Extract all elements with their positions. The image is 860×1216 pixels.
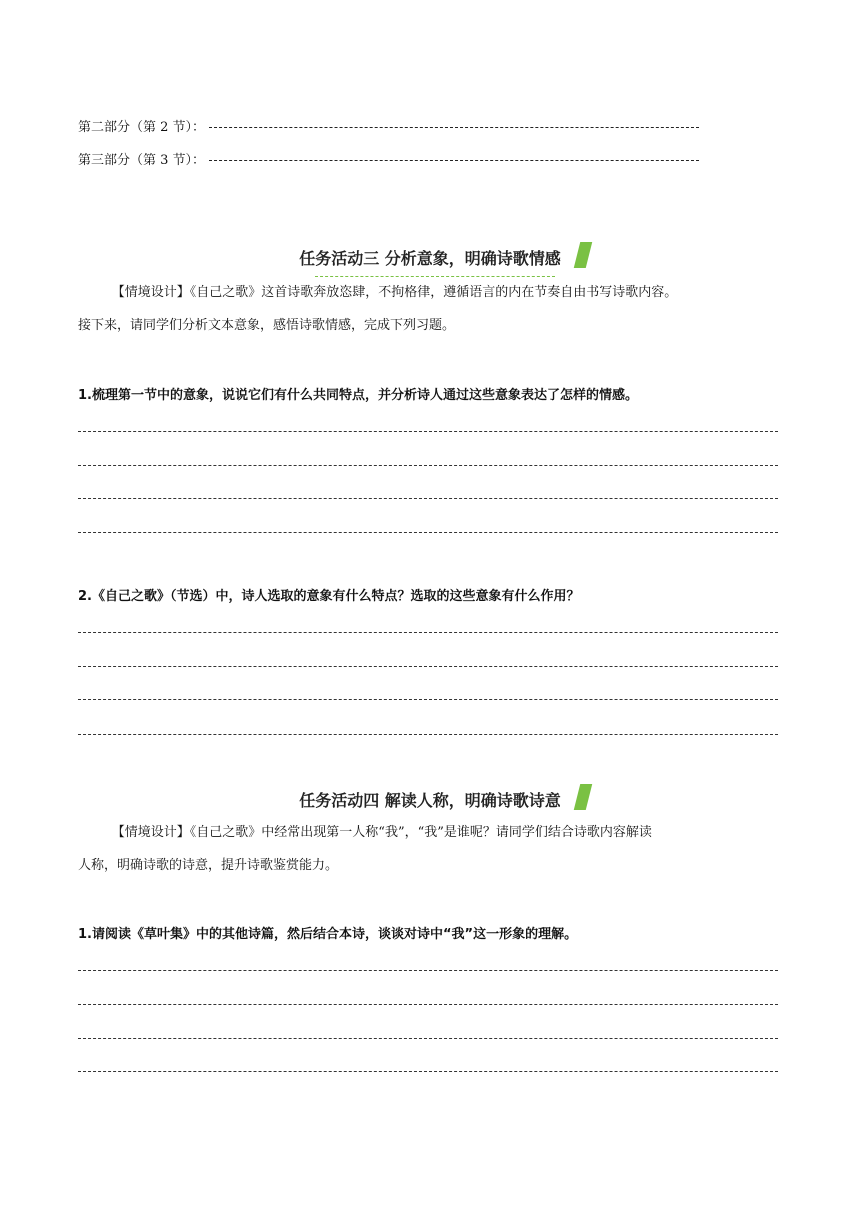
section-three-header bbox=[0, 246, 860, 269]
answer-line[interactable] bbox=[78, 632, 778, 633]
answer-line[interactable] bbox=[78, 666, 778, 667]
context-line: 【情境设计】《自己之歌》中经常出现第一人称“我”，“我”是谁呢？请同学们结合诗歌内容解读 bbox=[111, 825, 652, 840]
part-two-label: 第二部分（第 2 节）： bbox=[78, 120, 206, 135]
section-four-context bbox=[78, 816, 782, 882]
green-flag-icon bbox=[574, 784, 592, 810]
part-two-blank[interactable] bbox=[209, 126, 699, 128]
section-three-title: 任务活动三 分析意象，明确诗歌情感 bbox=[299, 249, 561, 268]
answer-line[interactable] bbox=[78, 699, 778, 700]
context-line: 接下来，请同学们分析文本意象，感悟诗歌情感，完成下列习题。 bbox=[78, 318, 456, 333]
context-line: 人称，明确诗歌的诗意，提升诗歌鉴赏能力。 bbox=[78, 858, 339, 873]
answer-line[interactable] bbox=[78, 734, 778, 735]
question-text: 2.《自己之歌》（节选）中，诗人选取的意象有什么特点？选取的这些意象有什么作用？ bbox=[78, 589, 580, 604]
context-line: 【情境设计】《自己之歌》这首诗歌奔放恣肆，不拘格律，遵循语言的内在节奏自由书写诗歌内容。 bbox=[111, 285, 678, 300]
answer-line[interactable] bbox=[78, 532, 778, 533]
answer-line[interactable] bbox=[78, 498, 778, 499]
section-three-context bbox=[78, 276, 782, 342]
answer-line[interactable] bbox=[78, 1004, 778, 1005]
section-four-header bbox=[0, 788, 860, 811]
section-four-title: 任务活动四 解读人称，明确诗歌诗意 bbox=[299, 791, 561, 810]
answer-line[interactable] bbox=[78, 970, 778, 971]
answer-line[interactable] bbox=[78, 465, 778, 466]
section-three-title-wrap bbox=[293, 246, 567, 269]
green-flag-icon bbox=[574, 242, 592, 268]
answer-line[interactable] bbox=[78, 431, 778, 432]
question-text: 1.请阅读《草叶集》中的其他诗篇，然后结合本诗，谈谈对诗中“我”这一形象的理解。 bbox=[78, 927, 578, 942]
answer-line[interactable] bbox=[78, 1038, 778, 1039]
part-three-line bbox=[78, 149, 699, 168]
question-text: 1.梳理第一节中的意象，说说它们有什么共同特点，并分析诗人通过这些意象表达了怎样的情感。 bbox=[78, 388, 638, 403]
answer-line[interactable] bbox=[78, 1071, 778, 1072]
section-four-title-wrap bbox=[293, 788, 567, 811]
part-two-line bbox=[78, 116, 699, 135]
part-three-label: 第三部分（第 3 节）： bbox=[78, 153, 206, 168]
part-three-blank[interactable] bbox=[209, 159, 699, 161]
